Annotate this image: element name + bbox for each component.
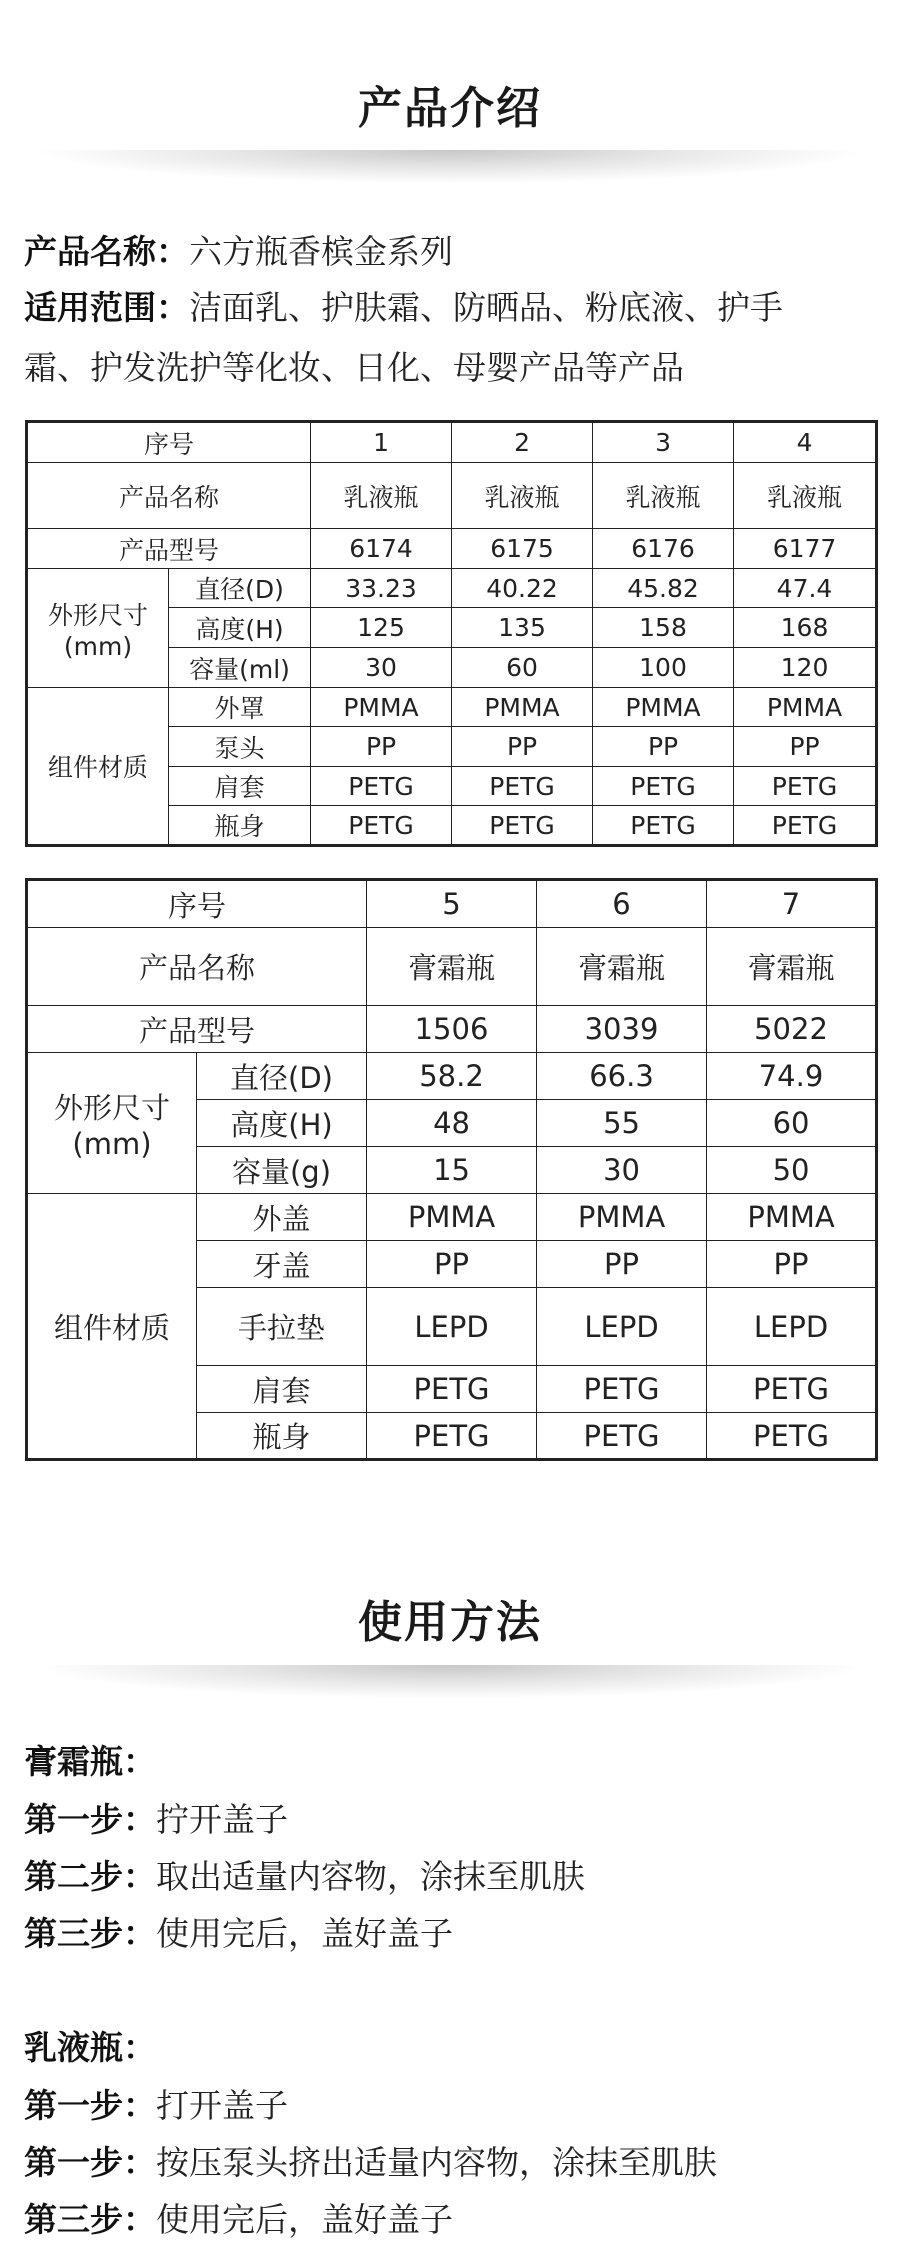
model-cell: 6174 — [311, 529, 452, 569]
table-row — [27, 1194, 877, 1241]
name-header: 产品名称 — [27, 463, 311, 529]
seq-cell: 6 — [537, 880, 707, 928]
size-cell: 55 — [537, 1100, 707, 1147]
spec-table-cream — [25, 878, 878, 1461]
cream-step-2 — [24, 1857, 884, 1897]
size-cell: 58.2 — [367, 1053, 537, 1100]
material-row-label: 瓶身 — [169, 806, 311, 846]
lotion-step-1-label: 第一步： — [24, 2086, 156, 2125]
material-cell: PETG — [537, 1413, 707, 1460]
material-cell: PETG — [707, 1413, 877, 1460]
product-name-line — [24, 224, 884, 280]
lotion-step-2 — [24, 2143, 884, 2183]
material-row-label: 瓶身 — [197, 1413, 367, 1460]
scope-line-1 — [24, 280, 884, 336]
model-header: 产品型号 — [27, 529, 311, 569]
seq-header: 序号 — [27, 880, 367, 928]
size-cell: 40.22 — [452, 569, 593, 608]
scope-value-2: 霜、护发洗护等化妆、日化、母婴产品等产品 — [24, 348, 684, 387]
name-cell: 膏霜瓶 — [367, 928, 537, 1006]
lotion-step-3-text: 使用完后，盖好盖子 — [156, 2200, 453, 2239]
cream-step-1 — [24, 1800, 884, 1840]
material-cell: PMMA — [367, 1194, 537, 1241]
material-cell: PP — [367, 1241, 537, 1288]
material-row-label: 肩套 — [169, 767, 311, 806]
table-row — [27, 688, 877, 727]
material-cell: PMMA — [537, 1194, 707, 1241]
material-header: 组件材质 — [27, 1194, 197, 1460]
name-cell: 膏霜瓶 — [707, 928, 877, 1006]
seq-cell: 5 — [367, 880, 537, 928]
name-cell: 膏霜瓶 — [537, 928, 707, 1006]
intro-title: 产品介绍 — [358, 83, 542, 134]
size-cell: 100 — [593, 648, 734, 688]
cream-step-2-text: 取出适量内容物，涂抹至肌肤 — [156, 1857, 585, 1896]
material-cell: PMMA — [452, 688, 593, 727]
cream-step-1-label: 第一步： — [24, 1800, 156, 1839]
scope-label: 适用范围： — [24, 288, 189, 327]
size-cell: 48 — [367, 1100, 537, 1147]
material-cell: PETG — [452, 806, 593, 846]
material-cell: PP — [537, 1241, 707, 1288]
name-cell: 乳液瓶 — [734, 463, 877, 529]
size-row-label: 高度(H) — [169, 608, 311, 648]
seq-header: 序号 — [27, 422, 311, 463]
material-cell: PP — [311, 727, 452, 767]
size-cell: 74.9 — [707, 1053, 877, 1100]
material-cell: LEPD — [707, 1288, 877, 1366]
model-cell: 6175 — [452, 529, 593, 569]
table-row — [27, 1053, 877, 1100]
model-cell: 3039 — [537, 1006, 707, 1053]
size-cell: 50 — [707, 1147, 877, 1194]
material-cell: PP — [452, 727, 593, 767]
table-row — [27, 1006, 877, 1053]
material-cell: PETG — [707, 1366, 877, 1413]
lotion-step-1-text: 打开盖子 — [156, 2086, 288, 2125]
usage-title-shadow-divider — [30, 1665, 870, 1699]
material-cell: LEPD — [537, 1288, 707, 1366]
material-row-label: 牙盖 — [197, 1241, 367, 1288]
lotion-step-3 — [24, 2200, 884, 2240]
table-row — [27, 463, 877, 529]
material-cell: PMMA — [311, 688, 452, 727]
size-row-label: 容量(g) — [197, 1147, 367, 1194]
material-row-label: 外罩 — [169, 688, 311, 727]
table-row — [27, 422, 877, 463]
cream-step-2-label: 第二步： — [24, 1857, 156, 1896]
size-cell: 168 — [734, 608, 877, 648]
material-cell: PP — [707, 1241, 877, 1288]
lotion-step-2-label: 第一步： — [24, 2143, 156, 2182]
intro-title-shadow-divider — [30, 150, 870, 184]
scope-line-2 — [24, 340, 884, 396]
seq-cell: 2 — [452, 422, 593, 463]
name-cell: 乳液瓶 — [452, 463, 593, 529]
table-row — [27, 529, 877, 569]
name-cell: 乳液瓶 — [311, 463, 452, 529]
size-cell: 158 — [593, 608, 734, 648]
lotion-step-1 — [24, 2086, 884, 2126]
material-cell: PETG — [452, 767, 593, 806]
seq-cell: 7 — [707, 880, 877, 928]
spec-table-lotion — [25, 420, 878, 847]
material-cell: LEPD — [367, 1288, 537, 1366]
material-cell: PETG — [367, 1413, 537, 1460]
material-cell: PETG — [593, 767, 734, 806]
size-cell: 66.3 — [537, 1053, 707, 1100]
material-row-label: 手拉垫 — [197, 1288, 367, 1366]
size-header — [27, 569, 169, 688]
material-cell: PMMA — [593, 688, 734, 727]
model-cell: 6177 — [734, 529, 877, 569]
material-cell: PETG — [311, 767, 452, 806]
size-cell: 33.23 — [311, 569, 452, 608]
size-header — [27, 1053, 197, 1194]
material-cell: PETG — [734, 806, 877, 846]
name-header: 产品名称 — [27, 928, 367, 1006]
cream-heading — [24, 1742, 884, 1782]
size-row-label: 高度(H) — [197, 1100, 367, 1147]
size-cell: 30 — [311, 648, 452, 688]
size-header-unit: (mm) — [63, 631, 133, 661]
size-cell: 60 — [452, 648, 593, 688]
material-cell: PETG — [367, 1366, 537, 1413]
lotion-heading-label: 乳液瓶： — [24, 2028, 156, 2067]
cream-step-1-text: 拧开盖子 — [156, 1800, 288, 1839]
seq-cell: 4 — [734, 422, 877, 463]
material-cell: PMMA — [734, 688, 877, 727]
cream-step-3-text: 使用完后，盖好盖子 — [156, 1914, 453, 1953]
size-row-label: 容量(ml) — [169, 648, 311, 688]
table-row — [27, 880, 877, 928]
size-header-label: 外形尺寸 — [47, 600, 148, 630]
seq-cell: 3 — [593, 422, 734, 463]
product-name-label: 产品名称： — [24, 232, 189, 271]
size-cell: 47.4 — [734, 569, 877, 608]
model-cell: 6176 — [593, 529, 734, 569]
material-cell: PMMA — [707, 1194, 877, 1241]
model-header: 产品型号 — [27, 1006, 367, 1053]
material-cell: PETG — [593, 806, 734, 846]
size-header-label: 外形尺寸 — [53, 1090, 170, 1125]
material-row-label: 外盖 — [197, 1194, 367, 1241]
name-cell: 乳液瓶 — [593, 463, 734, 529]
material-cell: PP — [593, 727, 734, 767]
seq-cell: 1 — [311, 422, 452, 463]
usage-title: 使用方法 — [358, 1597, 542, 1648]
material-row-label: 肩套 — [197, 1366, 367, 1413]
size-cell: 15 — [367, 1147, 537, 1194]
size-header-unit: (mm) — [72, 1126, 152, 1161]
size-cell: 60 — [707, 1100, 877, 1147]
size-cell: 45.82 — [593, 569, 734, 608]
cream-step-3-label: 第三步： — [24, 1914, 156, 1953]
material-cell: PETG — [311, 806, 452, 846]
model-cell: 5022 — [707, 1006, 877, 1053]
material-cell: PP — [734, 727, 877, 767]
table-row — [27, 928, 877, 1006]
scope-value-1: 洁面乳、护肤霜、防晒品、粉底液、护手 — [189, 288, 783, 327]
cream-step-3 — [24, 1914, 884, 1954]
material-cell: PETG — [734, 767, 877, 806]
material-header: 组件材质 — [27, 688, 169, 846]
size-cell: 120 — [734, 648, 877, 688]
lotion-step-3-label: 第三步： — [24, 2200, 156, 2239]
size-row-label: 直径(D) — [197, 1053, 367, 1100]
material-cell: PETG — [537, 1366, 707, 1413]
size-cell: 125 — [311, 608, 452, 648]
product-name-value: 六方瓶香槟金系列 — [189, 232, 453, 271]
material-row-label: 泵头 — [169, 727, 311, 767]
lotion-step-2-text: 按压泵头挤出适量内容物，涂抹至肌肤 — [156, 2143, 717, 2182]
size-row-label: 直径(D) — [169, 569, 311, 608]
size-cell: 30 — [537, 1147, 707, 1194]
model-cell: 1506 — [367, 1006, 537, 1053]
table-row — [27, 569, 877, 608]
size-cell: 135 — [452, 608, 593, 648]
cream-heading-label: 膏霜瓶： — [24, 1742, 156, 1781]
lotion-heading — [24, 2028, 884, 2068]
